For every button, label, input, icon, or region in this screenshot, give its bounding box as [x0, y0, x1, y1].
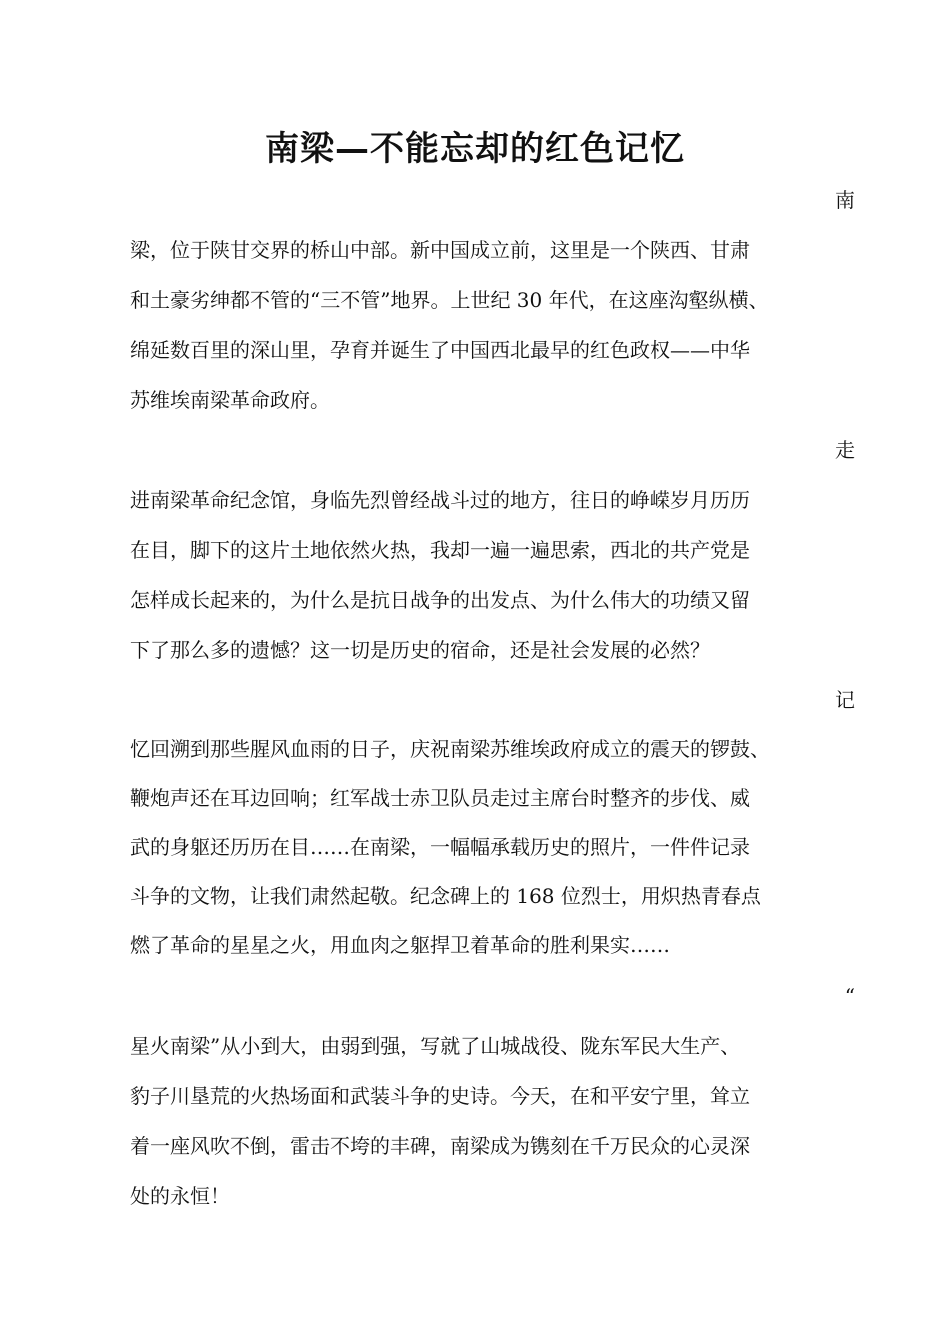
paragraph-4-line-2: 豹子川垦荒的火热场面和武装斗争的史诗。今天，在和平安宁里，耸立	[130, 1084, 750, 1108]
paragraph-3-line-3: 武的身躯还历历在目……在南梁，一幅幅承载历史的照片，一件件记录	[130, 835, 750, 859]
paragraph-4-line-1: 星火南梁”从小到大，由弱到强，写就了山城战役、陇东军民大生产、	[130, 1034, 741, 1058]
document-title: 南梁—不能忘却的红色记忆	[265, 129, 685, 169]
paragraph-1-first-char: 南	[835, 188, 855, 212]
paragraph-2-line-1: 进南梁革命纪念馆，身临先烈曾经战斗过的地方，往日的峥嵘岁月历历	[130, 488, 750, 512]
paragraph-1-line-1: 梁，位于陕甘交界的桥山中部。新中国成立前，这里是一个陕西、甘肃	[130, 238, 750, 262]
paragraph-4-first-char: “	[844, 984, 855, 1008]
paragraph-1-line-2: 和土豪劣绅都不管的“三不管”地界。上世纪 30 年代，在这座沟壑纵横、	[130, 288, 769, 312]
paragraph-2-line-3: 怎样成长起来的，为什么是抗日战争的出发点、为什么伟大的功绩又留	[130, 588, 750, 612]
paragraph-4-line-4: 处的永恒！	[130, 1184, 230, 1208]
paragraph-3-first-char: 记	[835, 688, 855, 712]
paragraph-2-line-4: 下了那么多的遗憾？这一切是历史的宿命，还是社会发展的必然？	[130, 638, 710, 662]
paragraph-3-line-1: 忆回溯到那些腥风血雨的日子，庆祝南梁苏维埃政府成立的震天的锣鼓、	[130, 737, 770, 761]
paragraph-3-line-4: 斗争的文物，让我们肃然起敬。纪念碑上的 168 位烈士，用炽热青春点	[130, 884, 761, 908]
paragraph-1-line-4: 苏维埃南梁革命政府。	[130, 388, 330, 412]
paragraph-4-line-3: 着一座风吹不倒，雷击不垮的丰碑，南梁成为镌刻在千万民众的心灵深	[130, 1134, 750, 1158]
paragraph-3-line-5: 燃了革命的星星之火，用血肉之躯捍卫着革命的胜利果实……	[130, 933, 670, 957]
paragraph-3-line-2: 鞭炮声还在耳边回响；红军战士赤卫队员走过主席台时整齐的步伐、威	[130, 786, 750, 810]
paragraph-1-line-3: 绵延数百里的深山里，孕育并诞生了中国西北最早的红色政权——中华	[130, 338, 750, 362]
paragraph-2-first-char: 走	[835, 438, 855, 462]
paragraph-2-line-2: 在目，脚下的这片土地依然火热，我却一遍一遍思索，西北的共产党是	[130, 538, 750, 562]
